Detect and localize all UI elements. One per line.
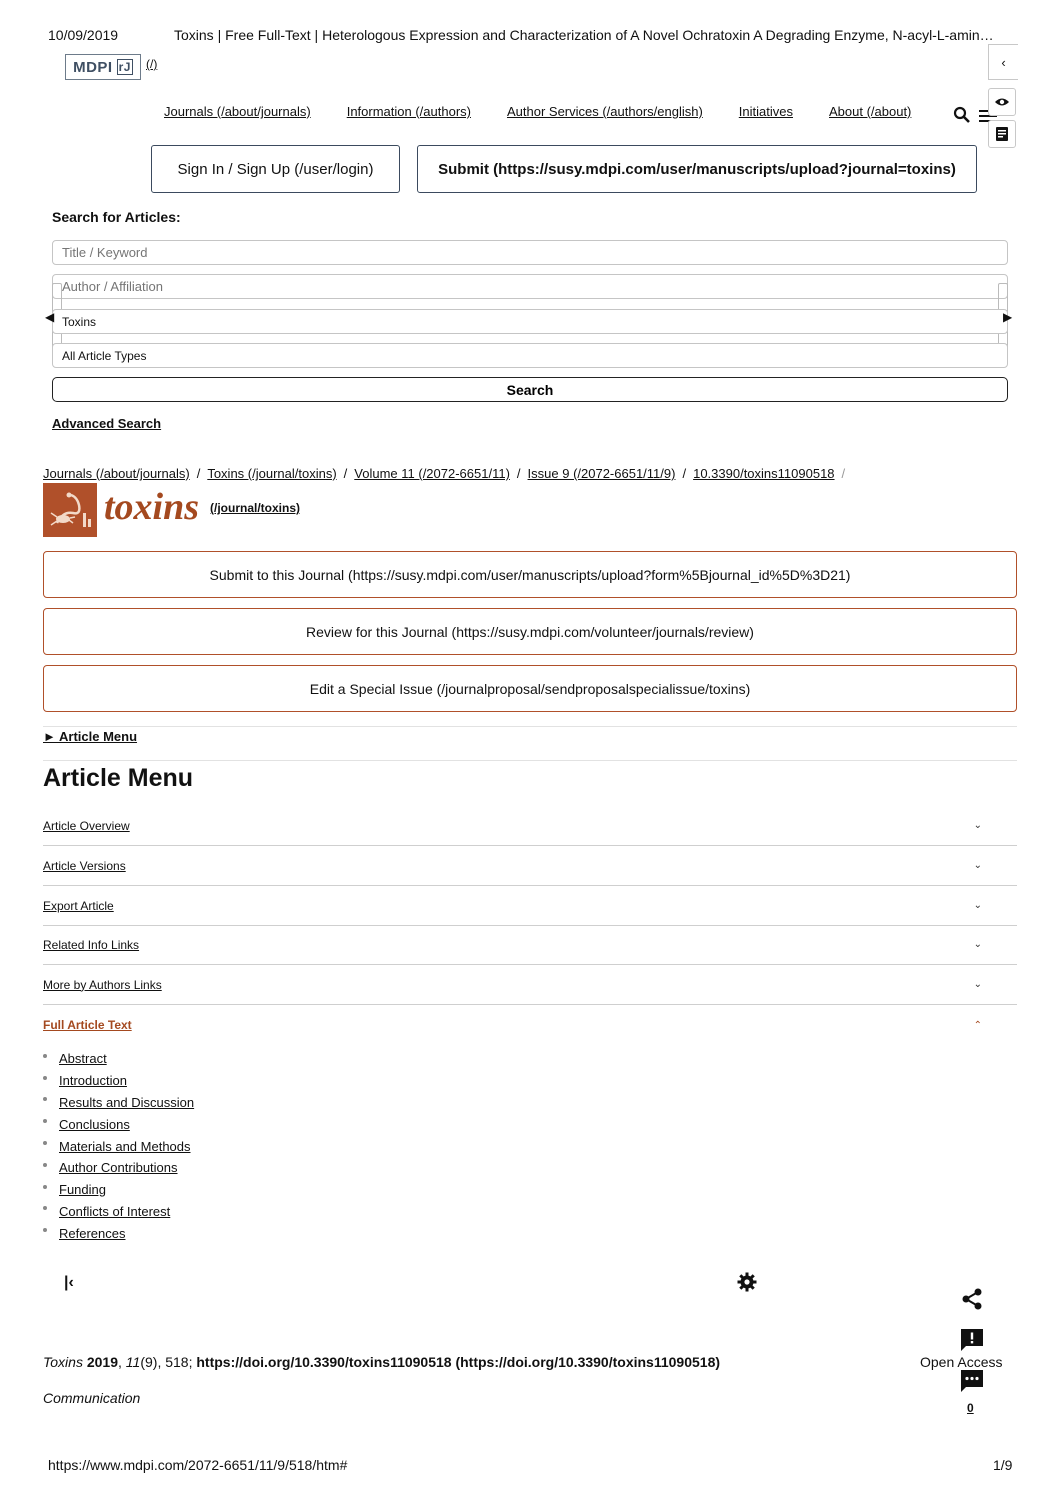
accordion-label[interactable]: Article Versions [43,858,126,873]
chevron-up-icon[interactable]: ⌃ [973,1019,982,1031]
sign-in-button[interactable]: Sign In / Sign Up (/user/login) [151,145,400,193]
open-access-label: Open Access [920,1354,1003,1370]
mdpi-logo-text: MDPI [73,58,113,76]
breadcrumb-separator: / [343,466,348,481]
bullet [43,1206,47,1210]
accordion-label[interactable]: Full Article Text [43,1018,132,1032]
document-icon [996,127,1008,141]
chevron-down-icon[interactable]: ⌄ [973,979,982,990]
submit-to-journal-button[interactable]: Submit to this Journal (https://susy.mdpi.com/user/manuscripts/upload?form%5Bjournal_id%5D%3D21) [43,551,1017,598]
feedback-icon[interactable] [960,1328,984,1352]
journal-name[interactable]: toxins [104,486,200,528]
citation-issue-page: (9), 518; [140,1354,197,1370]
scorpion-icon [43,483,97,537]
print-page-number: 1/9 [993,1457,1013,1473]
search-heading: Search for Articles: [52,209,181,225]
accordion-full-article-text[interactable] [43,1005,1017,1045]
article-menu-title: Article Menu [43,764,194,792]
gear-icon[interactable] [737,1272,757,1292]
nav-initiatives[interactable]: Initiatives [738,104,793,119]
edit-special-issue-button[interactable]: Edit a Special Issue (/journalproposal/sendproposalspecialissue/toxins) [43,665,1017,712]
article-type-label: Communication [43,1390,141,1406]
chevron-down-icon[interactable]: ⌄ [973,860,982,871]
section-link-references[interactable]: References [59,1225,126,1241]
author-affiliation-field[interactable] [52,274,1008,299]
advanced-search-link[interactable]: Advanced Search [52,416,162,431]
list-item [43,1135,194,1157]
breadcrumb [43,466,852,481]
slider-prev-icon[interactable]: ◀ [45,310,55,324]
doi-link[interactable]: https://doi.org/10.3390/toxins11090518 (https://doi.org/10.3390/toxins11090518) [196,1354,721,1370]
breadcrumb-toxins[interactable]: Toxins (/journal/toxins) [207,466,337,481]
breadcrumb-volume[interactable]: Volume 11 (/2072-6651/11) [354,466,510,481]
home-link[interactable]: (/) [146,57,158,71]
citation-comma: , [118,1354,126,1370]
bullet [43,1119,47,1123]
list-item [43,1179,194,1201]
title-keyword-input[interactable] [62,245,1007,260]
breadcrumb-issue[interactable]: Issue 9 (/2072-6651/11/9) [527,466,676,481]
list-item [43,1222,194,1244]
breadcrumb-separator: / [682,466,687,481]
section-link-abstract[interactable]: Abstract [59,1051,107,1067]
eye-icon [995,97,1009,107]
nav-information[interactable]: Information (/authors) [346,104,471,119]
accordion-article-overview[interactable] [43,806,1017,846]
section-link-contributions[interactable]: Author Contributions [59,1160,178,1176]
accordion-related-info-links[interactable] [43,925,1017,965]
section-link-results[interactable]: Results and Discussion [59,1094,195,1110]
section-link-conclusions[interactable]: Conclusions [59,1116,130,1132]
breadcrumb-separator: / [841,466,846,481]
article-menu-toggle[interactable]: ► Article Menu [43,729,138,744]
rail-view-button[interactable] [988,88,1016,116]
nav-author-services[interactable]: Author Services (/authors/english) [506,104,703,119]
section-link-methods[interactable]: Materials and Methods [59,1138,191,1154]
share-icon[interactable] [960,1287,984,1311]
mdpi-logo[interactable] [65,54,141,80]
search-button[interactable]: Search [52,377,1008,402]
submit-manuscript-button[interactable]: Submit (https://susy.mdpi.com/user/manuscripts/upload?journal=toxins) [417,145,977,193]
bullet [43,1076,47,1080]
toxins-journal-logo[interactable] [43,483,97,537]
journal-home-link[interactable]: (/journal/toxins) [210,501,300,515]
bullet [43,1141,47,1145]
comment-icon[interactable] [960,1369,984,1393]
chevron-left-icon: ‹ [1001,54,1006,70]
slider-next-icon[interactable]: ▶ [1003,310,1013,324]
list-item [43,1070,194,1092]
chevron-down-icon[interactable]: ⌄ [973,939,982,950]
rail-collapse-button[interactable] [988,44,1018,80]
accordion-export-article[interactable] [43,886,1017,926]
bullet [43,1185,47,1189]
top-navigation [164,104,947,119]
breadcrumb-separator: / [516,466,521,481]
bullet [43,1097,47,1101]
nav-about[interactable]: About (/about) [829,104,912,119]
list-item [43,1048,194,1070]
divider [43,726,1017,727]
breadcrumb-doi[interactable]: 10.3390/toxins11090518 [693,466,835,481]
rail-document-button[interactable] [988,120,1016,148]
section-link-funding[interactable]: Funding [59,1182,106,1198]
review-for-journal-button[interactable]: Review for this Journal (https://susy.mdpi.com/volunteer/journals/review) [43,608,1017,655]
chevron-down-icon[interactable]: ⌄ [973,820,982,831]
section-link-conflicts[interactable]: Conflicts of Interest [59,1203,171,1219]
list-item [43,1113,194,1135]
full-text-section-list [43,1048,194,1244]
nav-journals[interactable]: Journals (/about/journals) [164,104,311,119]
list-item [43,1157,194,1179]
print-page-title: Toxins | Free Full-Text | Heterologous Expression and Characterization of A Novel Ochratoxin A Degrading Enzyme, N-acyl-L-amin… [174,27,994,43]
bullet [43,1054,47,1058]
search-icon[interactable] [953,106,971,124]
accordion-label[interactable]: Article Overview [43,818,130,833]
accordion-more-by-authors[interactable] [43,965,1017,1005]
list-item [43,1092,194,1114]
print-date: 10/09/2019 [48,27,119,43]
divider [43,760,1017,761]
journal-select[interactable]: Toxins [52,309,1008,334]
section-link-introduction[interactable]: Introduction [59,1073,127,1089]
bullet [43,1228,47,1232]
chevron-down-icon[interactable]: ⌄ [973,900,982,911]
citation-journal: Toxins [43,1354,83,1370]
breadcrumb-separator: / [196,466,201,481]
comment-count[interactable]: 0 [967,1401,974,1415]
article-citation [43,1354,720,1370]
citation-year: 2019 [86,1354,118,1370]
mdpi-logo-mark: rJ [118,60,131,74]
bullet [43,1163,47,1167]
citation-volume: 11 [125,1354,141,1370]
breadcrumb-journals[interactable]: Journals (/about/journals) [43,466,190,481]
first-page-icon[interactable]: |‹ [64,1274,74,1291]
author-affiliation-input[interactable] [62,279,1007,294]
accordion-label[interactable]: Related Info Links [43,937,140,952]
accordion-label[interactable]: More by Authors Links [43,977,162,992]
list-item [43,1201,194,1223]
article-type-select[interactable]: All Article Types [52,343,1008,368]
accordion-article-versions[interactable] [43,846,1017,886]
title-keyword-field[interactable] [52,240,1008,265]
accordion-label[interactable]: Export Article [43,898,114,913]
print-url: https://www.mdpi.com/2072-6651/11/9/518/htm# [48,1457,348,1473]
